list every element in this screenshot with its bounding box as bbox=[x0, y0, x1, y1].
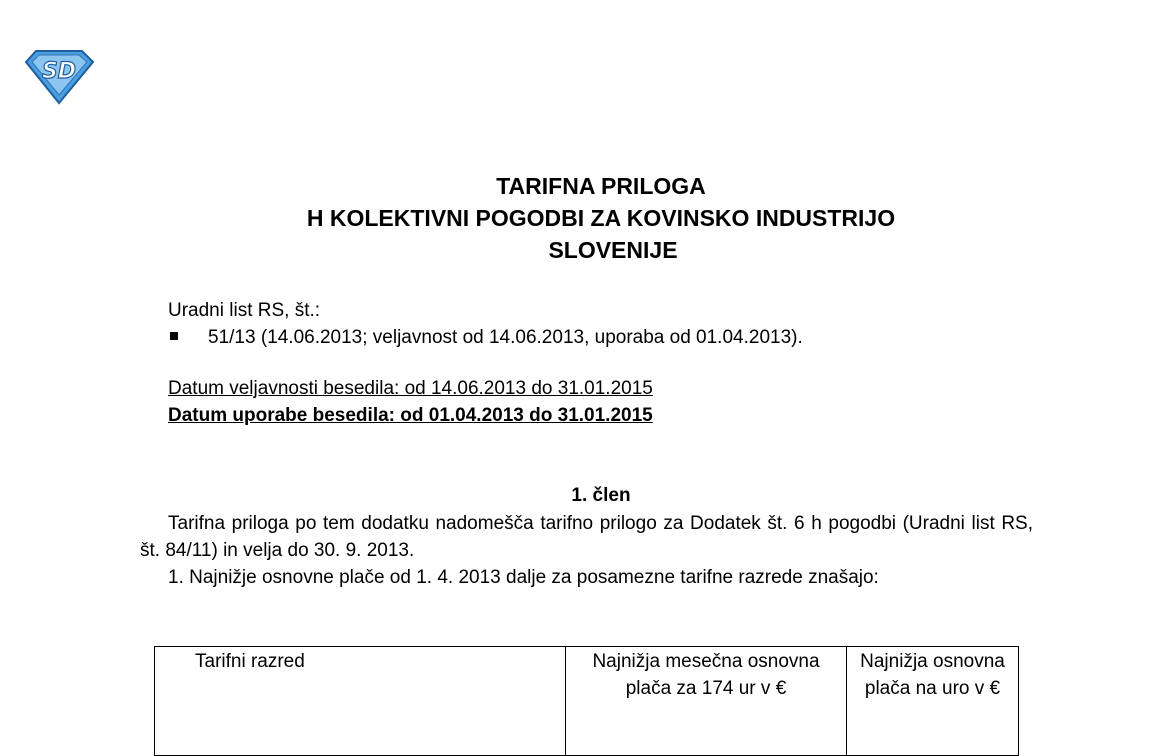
gazette-item bbox=[168, 324, 803, 351]
validity-date: Datum veljavnosti besedila: od 14.06.2013 do 31.01.2015 bbox=[168, 378, 653, 399]
title-line-2: H KOLEKTIVNI POGODBI ZA KOVINSKO INDUSTRIJO bbox=[306, 205, 896, 231]
title-line-1: TARIFNA PRILOGA bbox=[496, 173, 706, 199]
title-line-3: SLOVENIJE bbox=[548, 237, 678, 263]
header-hourly-wage: Najnižja osnovna plača na uro v € bbox=[847, 647, 1019, 756]
tariff-table bbox=[154, 646, 1019, 756]
logo-letters: SD bbox=[41, 59, 77, 84]
document-title bbox=[200, 170, 1002, 266]
gazette-item-text: 51/13 (14.06.2013; veljavnost od 14.06.2013, uporaba od 01.04.2013). bbox=[208, 327, 803, 348]
header-tariff-class: Tarifni razred bbox=[155, 647, 566, 756]
gazette-label: Uradni list RS, št.: bbox=[168, 300, 321, 321]
bullet-icon bbox=[170, 332, 178, 340]
sd-logo-icon bbox=[22, 48, 96, 106]
article-paragraph-2: 1. Najnižje osnovne plače od 1. 4. 2013 dalje za posamezne tarifne razrede znašajo: bbox=[168, 567, 879, 588]
table-header-row bbox=[155, 647, 1019, 756]
usage-date: Datum uporabe besedila: od 01.04.2013 do 31.01.2015 bbox=[168, 405, 653, 426]
article-paragraph-1: Tarifna priloga po tem dodatku nadomešča tarifno prilogo za Dodatek št. 6 h pogodbi (Uradni list RS, št. 84/11) in velja do 30. 9. 2013. bbox=[140, 513, 1033, 561]
article-title: 1. člen bbox=[571, 485, 631, 506]
header-monthly-wage: Najnižja mesečna osnovna plača za 174 ur v € bbox=[566, 647, 847, 756]
